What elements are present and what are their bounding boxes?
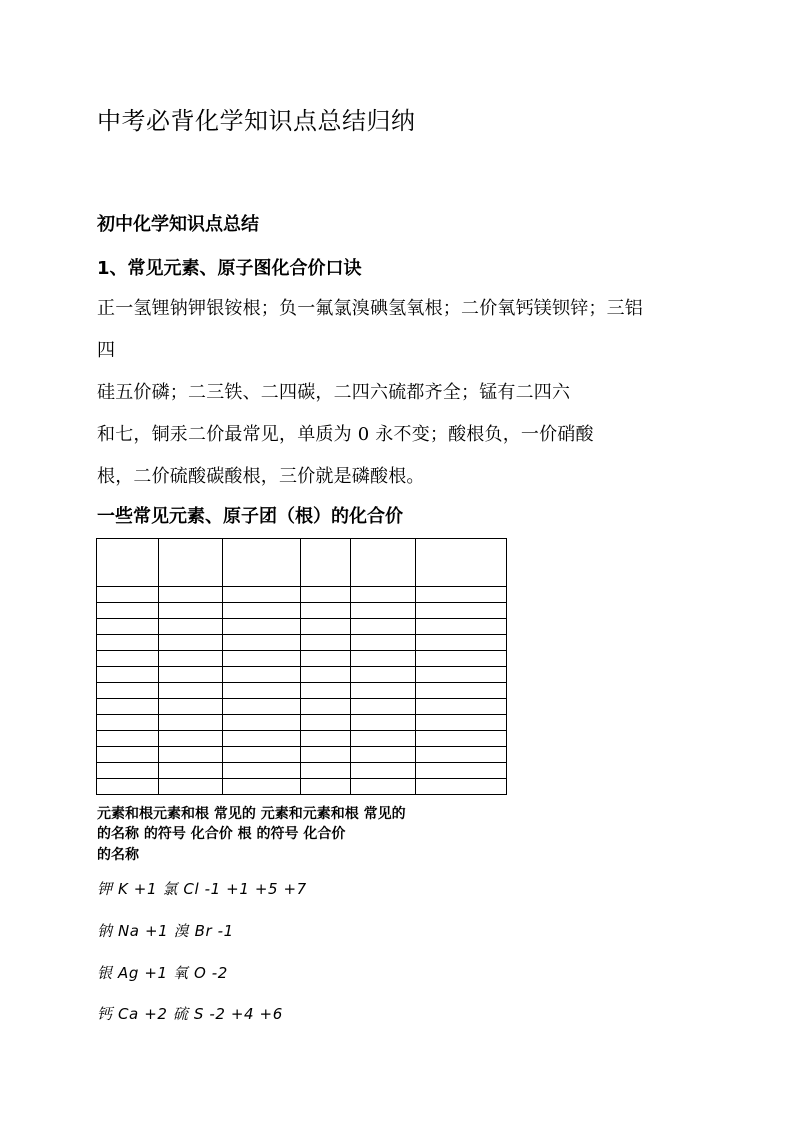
table-row: [97, 587, 507, 603]
table-cell: [159, 539, 223, 587]
table-cell: [97, 651, 159, 667]
table-cell: [159, 779, 223, 795]
table-cell: [159, 699, 223, 715]
valence-item: 银 Ag +1 氧 O -2: [97, 964, 228, 982]
table-cell: [351, 587, 416, 603]
table-cell: [301, 587, 351, 603]
table-caption-line: 的名称 的符号 化合价 根 的符号 化合价: [97, 826, 346, 842]
table-row: [97, 683, 507, 699]
table-cell: [223, 667, 301, 683]
rhyme-line: 硅五价磷；二三铁、二四碳，二四六硫都齐全；锰有二四六: [97, 382, 571, 403]
table-cell: [223, 603, 301, 619]
table-cell: [301, 747, 351, 763]
table-cell: [97, 731, 159, 747]
valence-item: 钙 Ca +2 硫 S -2 +4 +6: [97, 1005, 283, 1023]
table-cell: [301, 731, 351, 747]
table-row: [97, 715, 507, 731]
table-cell: [159, 619, 223, 635]
table-cell: [351, 539, 416, 587]
table-cell: [301, 619, 351, 635]
table-cell: [416, 683, 507, 699]
table-row: [97, 667, 507, 683]
table-cell: [416, 651, 507, 667]
table-cell: [416, 715, 507, 731]
table-cell: [416, 779, 507, 795]
subsection-heading: 1、常见元素、原子图化合价口诀: [97, 258, 362, 279]
table-cell: [159, 587, 223, 603]
table-cell: [97, 587, 159, 603]
table-cell: [301, 667, 351, 683]
table-cell: [159, 683, 223, 699]
table-cell: [351, 715, 416, 731]
table-cell: [223, 651, 301, 667]
table-cell: [416, 587, 507, 603]
table-cell: [416, 635, 507, 651]
table-row: [97, 603, 507, 619]
document-title: 中考必背化学知识点总结归纳: [97, 107, 416, 135]
table-cell: [416, 539, 507, 587]
table-cell: [416, 603, 507, 619]
table-cell: [159, 715, 223, 731]
table-row: [97, 747, 507, 763]
table-cell: [301, 699, 351, 715]
table-cell: [301, 715, 351, 731]
table-cell: [351, 603, 416, 619]
valence-item: 钾 K +1 氯 Cl -1 +1 +5 +7: [97, 880, 307, 898]
table-cell: [351, 635, 416, 651]
table-cell: [351, 651, 416, 667]
table-cell: [416, 667, 507, 683]
table-cell: [223, 683, 301, 699]
rhyme-line: 和七，铜汞二价最常见，单质为 0 永不变；酸根负，一价硝酸: [97, 424, 594, 445]
table-cell: [223, 779, 301, 795]
valence-item: 钠 Na +1 溴 Br -1: [97, 922, 234, 940]
table-cell: [223, 731, 301, 747]
table-cell: [97, 715, 159, 731]
table-cell: [416, 731, 507, 747]
table-cell: [97, 603, 159, 619]
table-cell: [159, 635, 223, 651]
table-heading: 一些常见元素、原子团（根）的化合价: [97, 506, 403, 527]
table-cell: [97, 539, 159, 587]
table-caption-line: 的名称: [97, 847, 139, 863]
table-cell: [223, 619, 301, 635]
table-cell: [351, 619, 416, 635]
table-cell: [159, 731, 223, 747]
table-row: [97, 619, 507, 635]
table-cell: [97, 747, 159, 763]
table-cell: [97, 699, 159, 715]
table-row: [97, 699, 507, 715]
table-cell: [97, 667, 159, 683]
table-cell: [416, 619, 507, 635]
table-cell: [416, 747, 507, 763]
table-row: [97, 651, 507, 667]
rhyme-line: 根，二价硫酸碳酸根，三价就是磷酸根。: [97, 466, 425, 487]
table-cell: [223, 763, 301, 779]
rhyme-line: 四: [97, 340, 116, 361]
table-cell: [351, 779, 416, 795]
table-cell: [351, 667, 416, 683]
table-cell: [351, 699, 416, 715]
table-cell: [97, 635, 159, 651]
table-cell: [223, 635, 301, 651]
rhyme-line: 正一氢锂钠钾银铵根；负一氟氯溴碘氢氧根；二价氧钙镁钡锌；三铝: [97, 298, 643, 319]
table-cell: [97, 779, 159, 795]
table-cell: [301, 651, 351, 667]
table-cell: [159, 603, 223, 619]
table-cell: [223, 699, 301, 715]
table-cell: [301, 763, 351, 779]
table-header-row: [97, 539, 507, 587]
table-cell: [301, 539, 351, 587]
table-cell: [159, 667, 223, 683]
table-row: [97, 779, 507, 795]
table-caption-line: 元素和根元素和根 常见的 元素和元素和根 常见的: [97, 806, 406, 822]
valence-table: [96, 538, 507, 795]
table-cell: [223, 715, 301, 731]
table-cell: [97, 763, 159, 779]
table-cell: [351, 731, 416, 747]
table-cell: [351, 763, 416, 779]
table-cell: [159, 763, 223, 779]
table-cell: [301, 779, 351, 795]
table-row: [97, 635, 507, 651]
table-cell: [223, 587, 301, 603]
table-cell: [97, 683, 159, 699]
section-heading: 初中化学知识点总结: [97, 214, 259, 235]
table-cell: [301, 603, 351, 619]
table-cell: [416, 763, 507, 779]
table-cell: [301, 635, 351, 651]
table-cell: [159, 747, 223, 763]
table-cell: [416, 699, 507, 715]
table-cell: [223, 539, 301, 587]
table-cell: [351, 683, 416, 699]
table-cell: [301, 683, 351, 699]
table-cell: [159, 651, 223, 667]
table-row: [97, 731, 507, 747]
table-cell: [97, 619, 159, 635]
table-row: [97, 763, 507, 779]
table-cell: [351, 747, 416, 763]
table-cell: [223, 747, 301, 763]
